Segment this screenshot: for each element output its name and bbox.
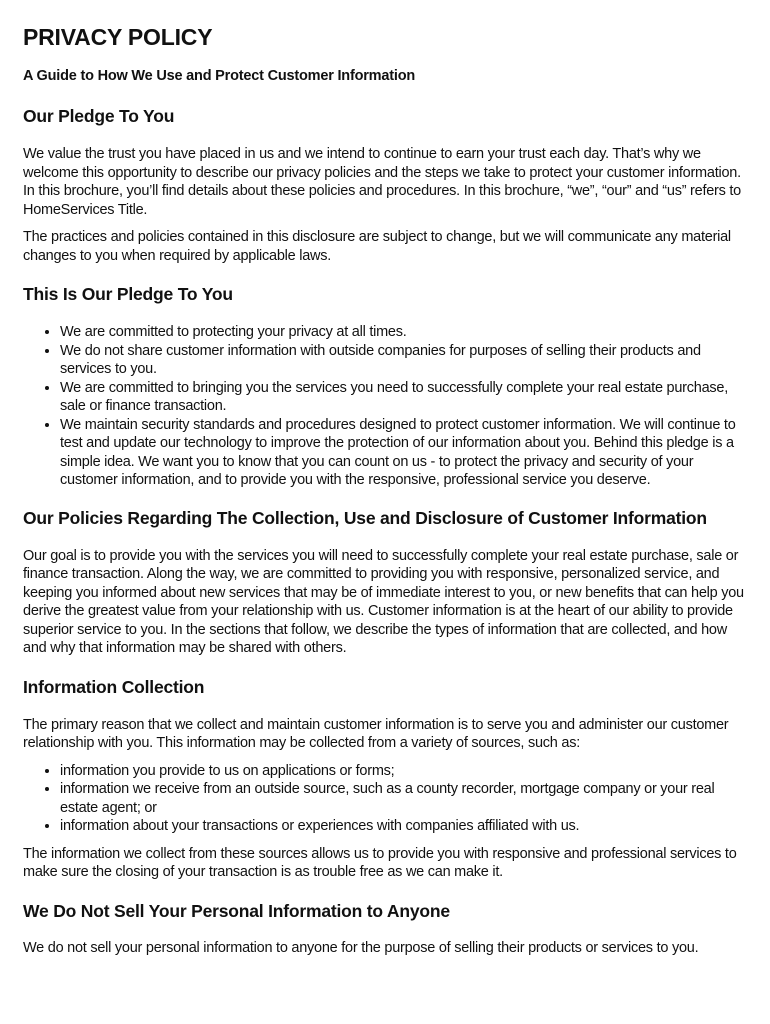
policies-paragraph: Our goal is to provide you with the services you will need to successfully complete your real estate purchase, sale or finance transaction. Along the way, we are committed to providing you with responsive, personalized service, and keeping you informed about new services that may be of immediate interest to you, or new benefits that can help you derive the greatest value from your relationship with us. Customer information is at the heart of our ability to provide superior service to you. In the sections that follow, we describe the types of information that are collected, and how and why that information may be shared with others. <box>23 547 744 656</box>
section-heading-policies: Our Policies Regarding The Collection, Use and Disclosure of Customer Information <box>23 507 707 528</box>
list-item: • We do not share customer information with outside companies for purposes of selling their products and services to you. <box>60 342 748 379</box>
list-item: • We are committed to bringing you the services you need to successfully complete your real estate purchase, sale or finance transaction. <box>60 379 748 416</box>
pledge-list <box>23 323 748 490</box>
section-heading-this-is-our-pledge: This Is Our Pledge To You <box>23 284 233 304</box>
page-title: PRIVACY POLICY <box>23 24 213 50</box>
collection-paragraph-2: The information we collect from these sources allows us to provide you with responsive and professional services to make sure the closing of your transaction is as trouble free as we can make it. <box>23 845 737 880</box>
list-item: • We are committed to protecting your privacy at all times. <box>60 323 748 342</box>
collection-paragraph-1: The primary reason that we collect and maintain customer information is to serve you and administer our customer relationship with you. This information may be collected from a variety of sources, such as: <box>23 716 729 751</box>
section-heading-information-collection: Information Collection <box>23 676 205 697</box>
list-item: • information we receive from an outside source, such as a county recorder, mortgage company or your real estate agent; or <box>60 780 748 817</box>
pledge-paragraph-1: We value the trust you have placed in us and we intend to continue to earn your trust each day. That’s why we welcome this opportunity to describe our privacy policies and the steps we take to protect your customer information. In this brochure, you’ll find details about these policies and procedures. In this brochure, “we”, “our” and “us” refers to HomeServices Title. <box>23 146 741 218</box>
do-not-sell-paragraph: We do not sell your personal information to anyone for the purpose of selling their products or services to you. <box>23 939 699 956</box>
list-item: • information you provide to us on applications or forms; <box>60 762 748 781</box>
section-heading-do-not-sell: We Do Not Sell Your Personal Information to Anyone <box>23 900 450 921</box>
section-heading-pledge: Our Pledge To You <box>23 106 175 126</box>
page-subtitle: A Guide to How We Use and Protect Customer Information <box>23 68 416 84</box>
collection-sources-list <box>23 762 748 836</box>
list-item: • We maintain security standards and procedures designed to protect customer information. We will continue to test and update our technology to improve the protection of our information about you. Behind this pledge is a simple idea. We want you to know that you can count on us - to protect the privacy and security of your customer information, and to provide you with the responsive, professional service you deserve. <box>60 416 748 490</box>
list-item: • information about your transactions or experiences with companies affiliated with us. <box>60 817 748 836</box>
pledge-paragraph-2: The practices and policies contained in this disclosure are subject to change, but we will communicate any material changes to you when required by applicable laws. <box>23 229 731 264</box>
